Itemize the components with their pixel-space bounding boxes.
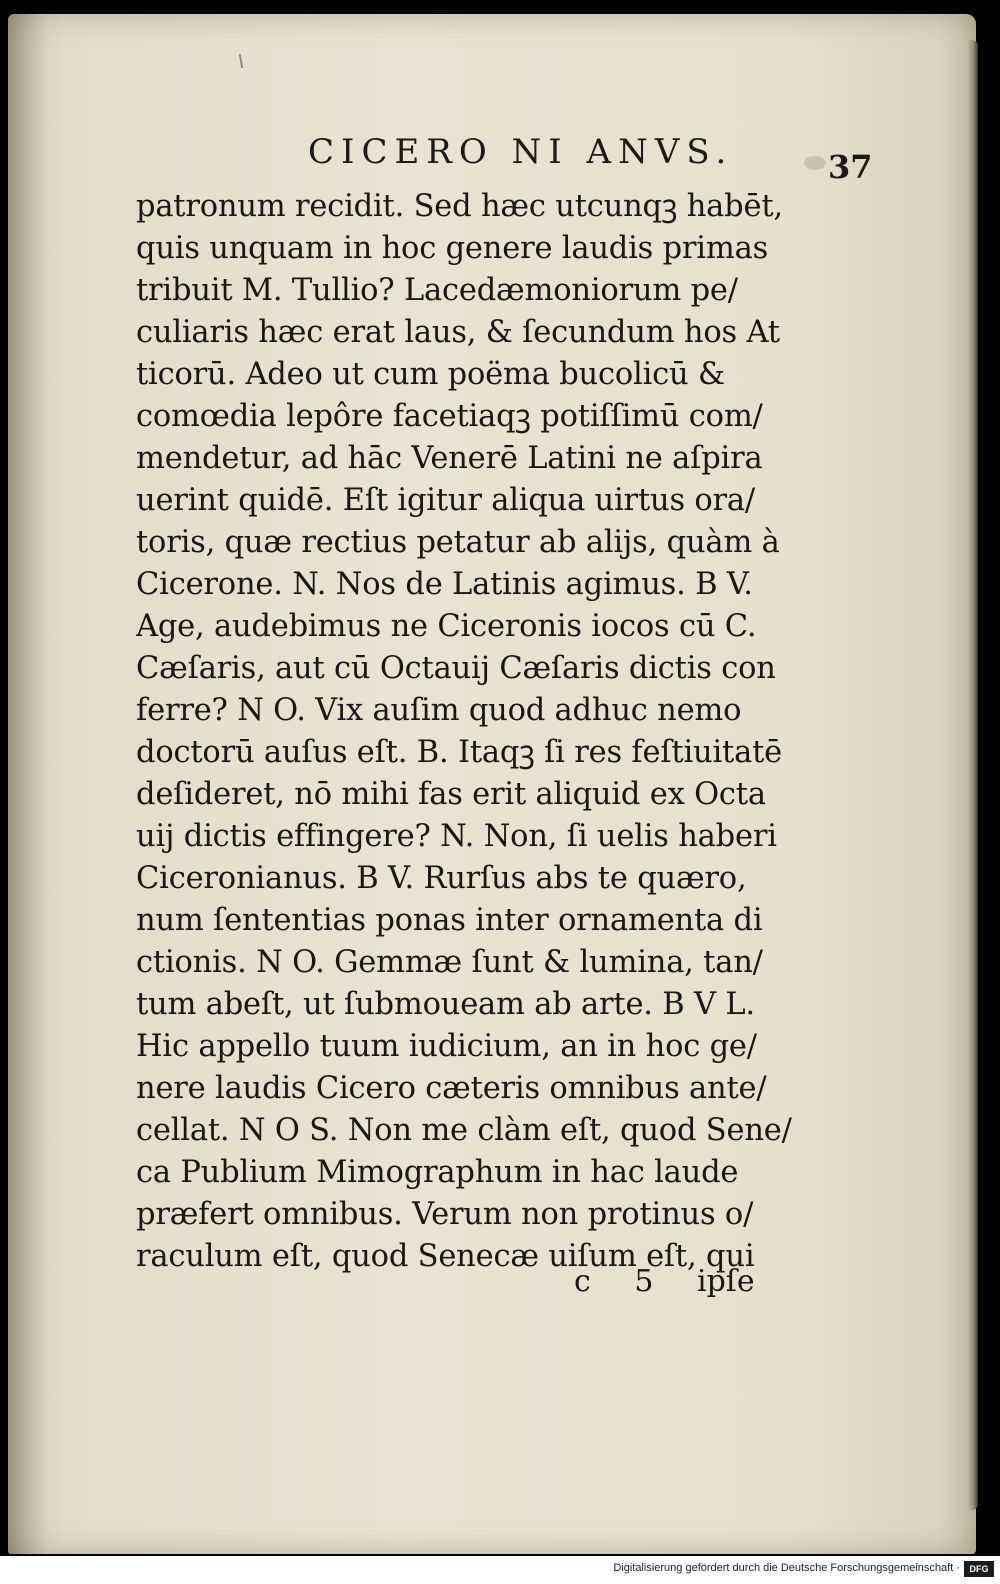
text-line: comœdia lepôre facetiaqꝫ potiſſimū com/	[136, 399, 763, 434]
text-line: ctionis. N O. Gemmæ ſunt & lumina, tan/	[136, 945, 763, 980]
text-line: ferre? N O. Vix auſim quod adhuc nemo	[136, 693, 742, 728]
text-line: ca Publium Mimographum in hac laude	[136, 1155, 739, 1190]
text-line: Hic appello tuum iudicium, an in hoc ge/	[136, 1029, 757, 1064]
text-line: patronum recidit. Sed hæc utcunqꝫ habēt,	[136, 189, 783, 224]
text-line: toris, quæ rectius petatur ab alijs, quàm à	[136, 525, 780, 560]
text-line: mendetur, ad hāc Venerē Latini ne aſpira	[136, 441, 763, 476]
text-line: raculum eſt, quod Senecæ uiſum eſt, qui	[136, 1239, 755, 1274]
footer-bar	[0, 1556, 1000, 1584]
text-line: num ſententias ponas inter ornamenta di	[136, 903, 763, 938]
text-line: deſideret, nō mihi fas erit aliquid ex Octa	[136, 777, 766, 812]
page-edge	[968, 40, 978, 1510]
signature-number: 5	[634, 1264, 654, 1299]
text-line: Age, audebimus ne Ciceronis iocos cū C.	[136, 609, 757, 644]
text-line: quis unquam in hoc genere laudis primas	[136, 231, 769, 266]
catchword: ipſe	[697, 1264, 755, 1299]
text-line: Cæſaris, aut cū Octauij Cæſaris dictis con	[136, 651, 776, 686]
body-text	[136, 186, 806, 1278]
text-line: culiaris hæc erat laus, & ſecundum hos At	[136, 315, 780, 350]
text-line: tum abeſt, ut ſubmoueam ab arte. B V L.	[136, 987, 755, 1022]
funding-credit: Digitalisierung gefördert durch die Deutsche Forschungsgemeinschaft ·	[613, 1562, 960, 1574]
signature-mark: c	[574, 1264, 591, 1299]
text-line: Cicerone. N. Nos de Latinis agimus. B V.	[136, 567, 753, 602]
dfg-logo: DFG	[964, 1561, 994, 1577]
folio-number: 37	[828, 148, 873, 186]
text-line: Ciceronianus. B V. Rurſus abs te quæro,	[136, 861, 747, 896]
ink-speck	[239, 54, 243, 68]
book-page	[8, 14, 976, 1554]
text-line: ticorū. Adeo ut cum poëma bucolicū &	[136, 357, 725, 392]
text-line: præfert omnibus. Verum non protinus o/	[136, 1197, 754, 1232]
catchword-line	[574, 1264, 789, 1299]
folio-smudge	[804, 156, 826, 170]
text-line: cellat. N O S. Non me clàm eſt, quod Sene/	[136, 1113, 792, 1148]
text-line: nere laudis Cicero cæteris omnibus ante/	[136, 1071, 767, 1106]
text-line: uerint quidē. Eſt igitur aliqua uirtus ora/	[136, 483, 755, 518]
text-line: uij dictis effingere? N. Non, ſi uelis haberi	[136, 819, 777, 854]
text-line: doctorū auſus eſt. B. Itaqꝫ ſi res feſtiuitatē	[136, 735, 782, 770]
text-line: tribuit M. Tullio? Lacedæmoniorum pe/	[136, 273, 738, 308]
running-head: CICERO NI ANVS.	[308, 132, 734, 172]
